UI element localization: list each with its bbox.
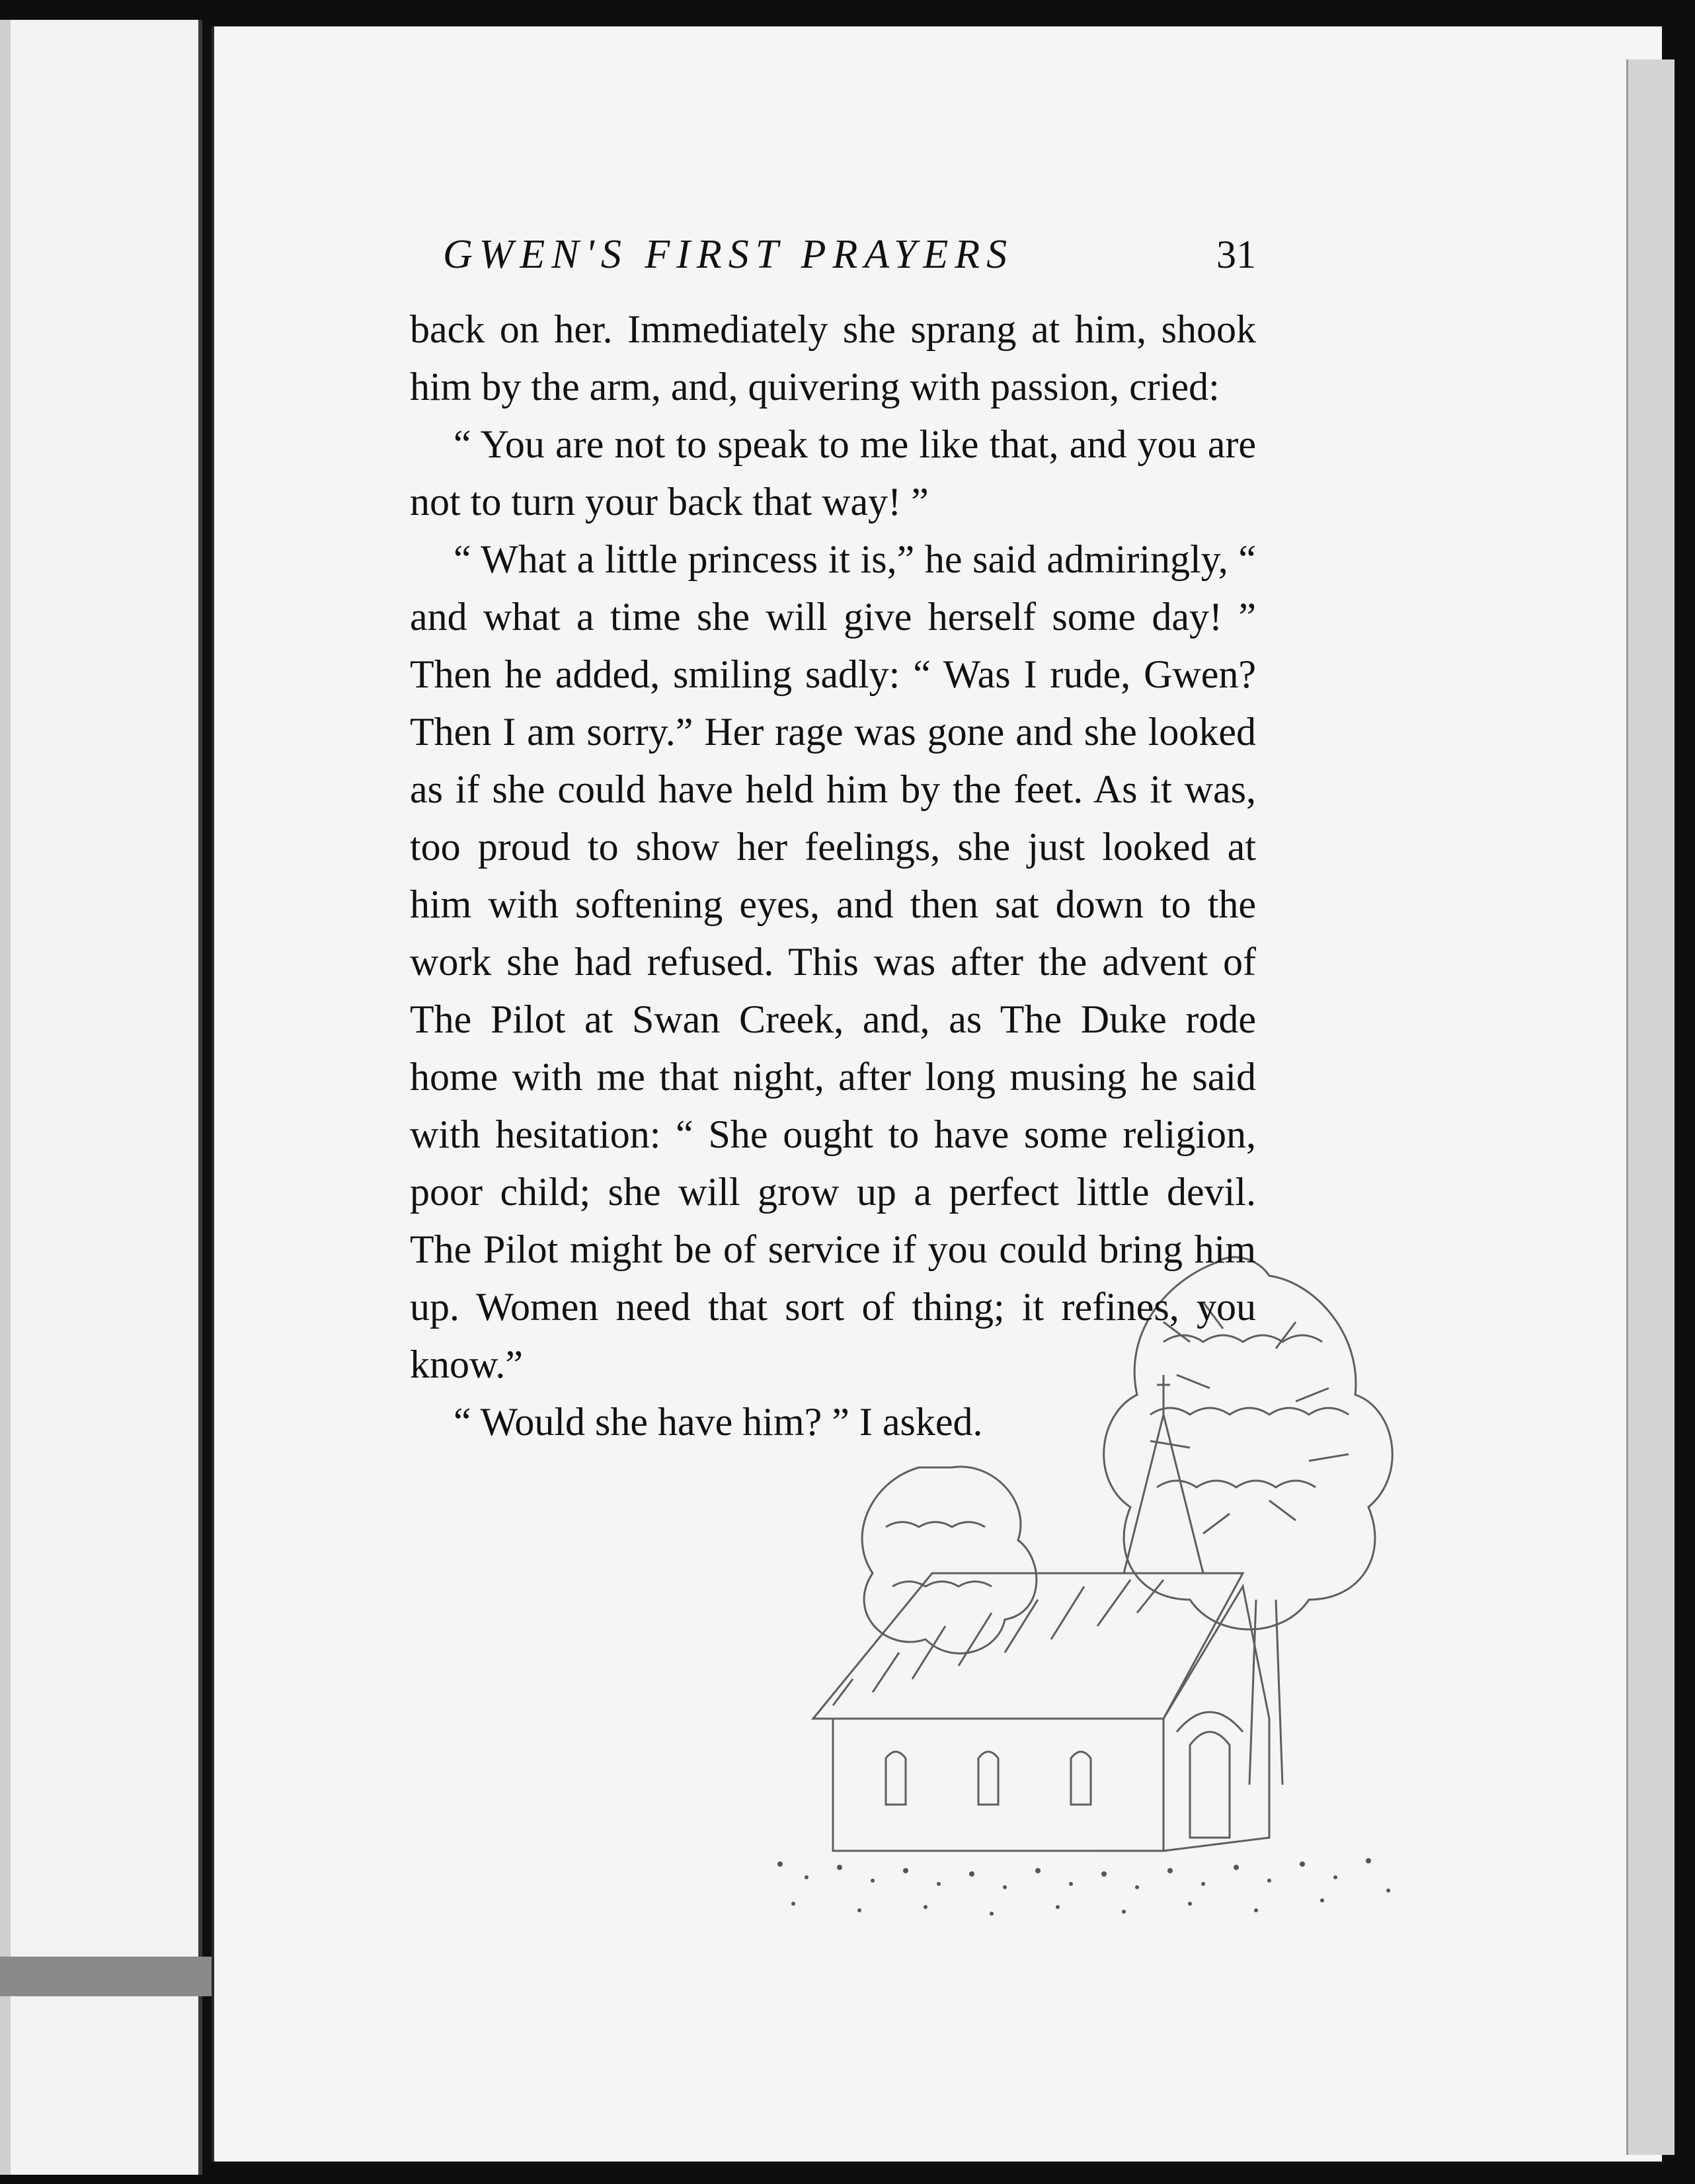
body-text	[410, 301, 1256, 1451]
running-head	[443, 231, 1256, 291]
running-head-title: GWEN'S FIRST PRAYERS	[443, 232, 1014, 277]
facing-page	[0, 20, 202, 2175]
paragraph: “ You are not to speak to me like that, and you are not to turn your back that way! ”	[410, 422, 1256, 524]
paragraph: “ What a little princess it is,” he said admiringly, “ and what a time she will give herself some day! ” Then he added, smiling sadly: “ Was I rude, Gwen? Then I am sorry.” Her rage was gone and she looked as if she could have held him by the feet. As it was, too proud to show her feelings, she just looked at him with softening eyes, and then sat down to the work she had refused. This was after the advent of The Pilot at Swan Creek, and, as The Duke rode home with me that night, after long musing he said with hesitation: “ She ought to have some religion, poor child; she will grow up a perfect little devil. The Pilot might be of service if you could bring him up. Women need that sort of thing; it refines, you know.”	[410, 537, 1256, 1386]
book-binding	[0, 1957, 225, 1996]
facing-page-edge	[0, 20, 11, 2175]
paragraph: “ Would she have him? ” I asked.	[453, 1400, 983, 1444]
page-number: 31	[1216, 233, 1256, 276]
paragraph: back on her. Immediately she sprang at him, shook him by the arm, and, quivering with passion, cried:	[410, 307, 1256, 409]
page-edges	[1626, 59, 1675, 2155]
